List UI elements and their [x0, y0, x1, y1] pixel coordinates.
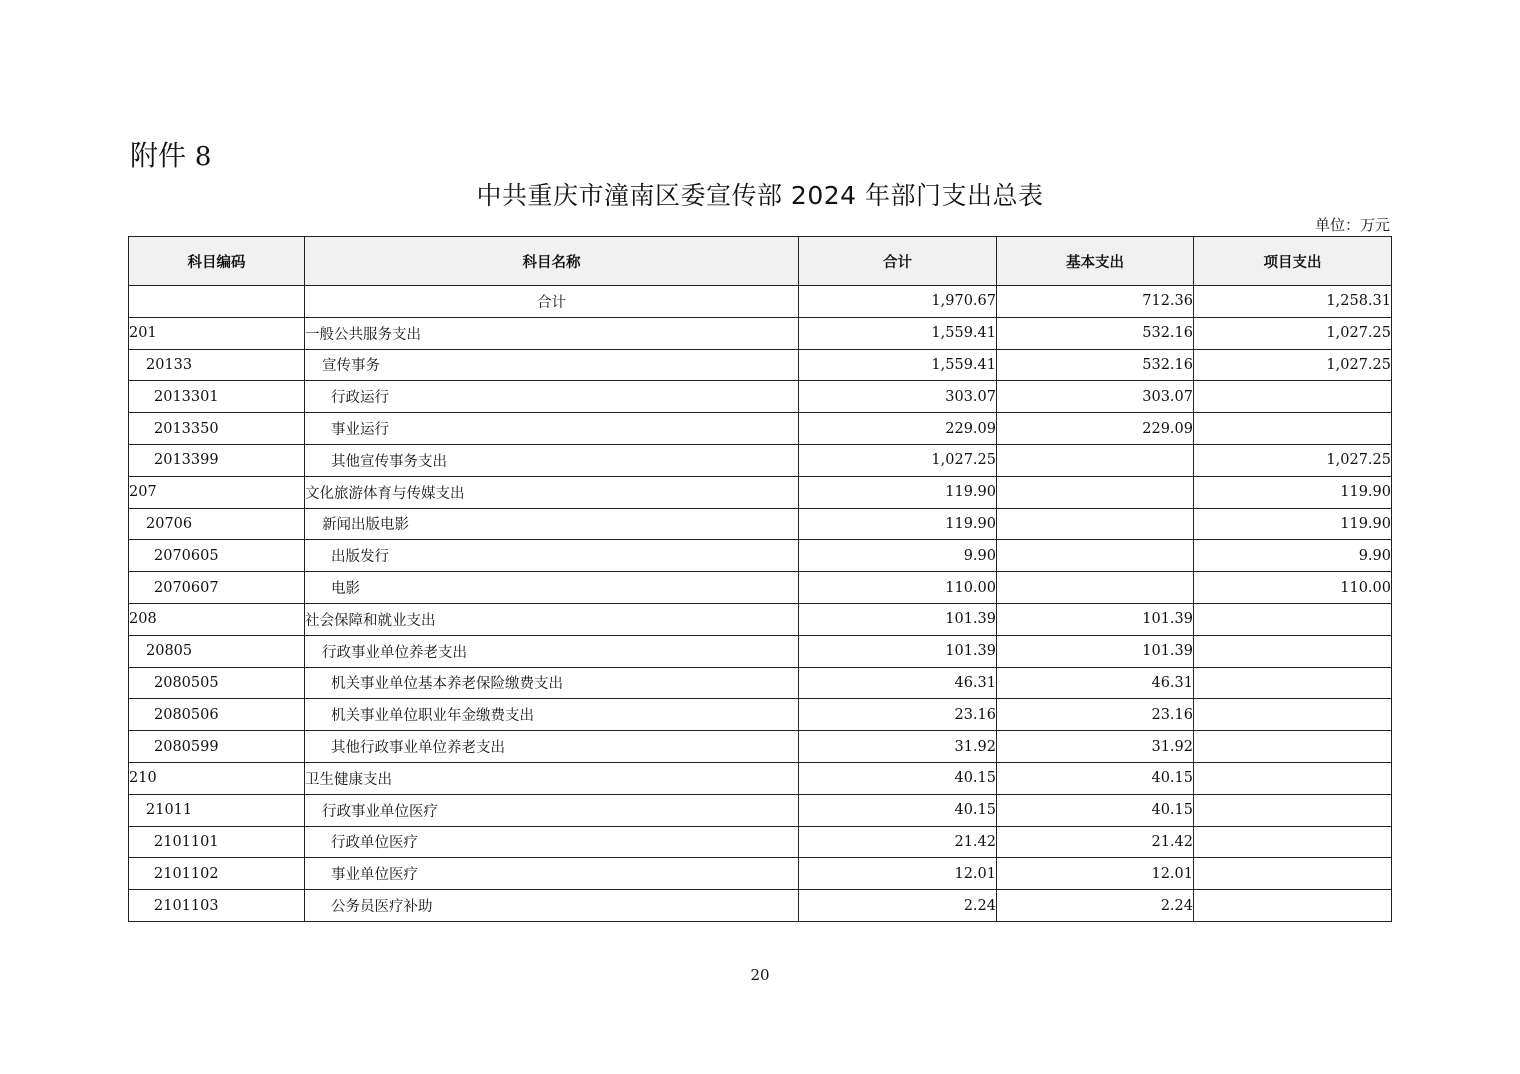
cell-name: 行政单位医疗: [305, 826, 799, 858]
table-row: [129, 699, 1392, 731]
cell-basic: [997, 476, 1194, 508]
cell-basic: 229.09: [997, 413, 1194, 445]
expenditure-table: [128, 236, 1392, 922]
cell-code: 210: [129, 762, 305, 794]
cell-name: 其他行政事业单位养老支出: [305, 731, 799, 763]
attachment-number: 8: [194, 142, 212, 172]
attachment-text: 附件: [130, 139, 187, 172]
table-row: [129, 858, 1392, 890]
table-body: [129, 286, 1392, 922]
cell-project: [1194, 603, 1392, 635]
cell-project: [1194, 826, 1392, 858]
cell-total: 119.90: [799, 476, 997, 508]
table-row: [129, 731, 1392, 763]
cell-project: [1194, 635, 1392, 667]
table-row: [129, 794, 1392, 826]
cell-code: 2080506: [129, 699, 305, 731]
cell-name: 行政事业单位养老支出: [305, 635, 799, 667]
document-title: 中共重庆市潼南区委宣传部 2024 年部门支出总表: [476, 181, 1044, 210]
cell-code: [129, 286, 305, 318]
cell-basic: 40.15: [997, 794, 1194, 826]
cell-project: [1194, 667, 1392, 699]
table-row: [129, 762, 1392, 794]
cell-total: 23.16: [799, 699, 997, 731]
cell-code: 2101102: [129, 858, 305, 890]
cell-code: 2101101: [129, 826, 305, 858]
attachment-label: [130, 138, 211, 175]
cell-total: 101.39: [799, 603, 997, 635]
cell-total: 1,970.67: [799, 286, 997, 318]
table-row: [129, 508, 1392, 540]
header-total: 合计: [799, 237, 997, 286]
cell-project: 1,027.25: [1194, 444, 1392, 476]
cell-project: [1194, 762, 1392, 794]
cell-basic: [997, 572, 1194, 604]
table-row: [129, 635, 1392, 667]
cell-name: 其他宣传事务支出: [305, 444, 799, 476]
table-row: [129, 381, 1392, 413]
table-header-row: [129, 237, 1392, 286]
table-row: [129, 317, 1392, 349]
cell-basic: 532.16: [997, 349, 1194, 381]
cell-name: 公务员医疗补助: [305, 890, 799, 922]
cell-total: 40.15: [799, 762, 997, 794]
header-code: 科目编码: [129, 237, 305, 286]
cell-code: 207: [129, 476, 305, 508]
cell-code: 20133: [129, 349, 305, 381]
table-row: [129, 603, 1392, 635]
cell-total: 1,559.41: [799, 317, 997, 349]
cell-code: 2070605: [129, 540, 305, 572]
cell-total: 12.01: [799, 858, 997, 890]
cell-total: 40.15: [799, 794, 997, 826]
table-row: [129, 413, 1392, 445]
cell-total: 101.39: [799, 635, 997, 667]
cell-code: 208: [129, 603, 305, 635]
cell-basic: 23.16: [997, 699, 1194, 731]
cell-name: 电影: [305, 572, 799, 604]
cell-code: 2013301: [129, 381, 305, 413]
cell-project: 119.90: [1194, 476, 1392, 508]
cell-total: 21.42: [799, 826, 997, 858]
cell-project: 110.00: [1194, 572, 1392, 604]
cell-basic: 712.36: [997, 286, 1194, 318]
cell-name: 事业运行: [305, 413, 799, 445]
cell-basic: 40.15: [997, 762, 1194, 794]
table-row: [129, 667, 1392, 699]
cell-total: 9.90: [799, 540, 997, 572]
cell-code: 20805: [129, 635, 305, 667]
table-row: [129, 444, 1392, 476]
unit-label: 单位：万元: [1314, 216, 1390, 234]
cell-basic: 31.92: [997, 731, 1194, 763]
table-row: [129, 476, 1392, 508]
cell-basic: 2.24: [997, 890, 1194, 922]
cell-basic: [997, 444, 1194, 476]
cell-project: [1194, 381, 1392, 413]
cell-total: 119.90: [799, 508, 997, 540]
cell-basic: 532.16: [997, 317, 1194, 349]
cell-code: 2101103: [129, 890, 305, 922]
cell-code: 2013350: [129, 413, 305, 445]
cell-name: 行政运行: [305, 381, 799, 413]
table-row: [129, 540, 1392, 572]
cell-project: [1194, 699, 1392, 731]
cell-project: [1194, 858, 1392, 890]
cell-project: 1,027.25: [1194, 349, 1392, 381]
cell-project: 1,258.31: [1194, 286, 1392, 318]
cell-code: 21011: [129, 794, 305, 826]
cell-project: 1,027.25: [1194, 317, 1392, 349]
cell-name: 新闻出版电影: [305, 508, 799, 540]
cell-code: 2070607: [129, 572, 305, 604]
cell-name: 一般公共服务支出: [305, 317, 799, 349]
cell-project: [1194, 413, 1392, 445]
table-total-row: [129, 286, 1392, 318]
cell-code: 2080505: [129, 667, 305, 699]
header-name: 科目名称: [305, 237, 799, 286]
cell-code: 201: [129, 317, 305, 349]
cell-basic: [997, 508, 1194, 540]
cell-name: 行政事业单位医疗: [305, 794, 799, 826]
cell-basic: 101.39: [997, 603, 1194, 635]
cell-name: 出版发行: [305, 540, 799, 572]
cell-project: [1194, 890, 1392, 922]
cell-name: 机关事业单位基本养老保险缴费支出: [305, 667, 799, 699]
cell-total: 1,559.41: [799, 349, 997, 381]
cell-total: 46.31: [799, 667, 997, 699]
cell-basic: 46.31: [997, 667, 1194, 699]
cell-name: 社会保障和就业支出: [305, 603, 799, 635]
cell-project: [1194, 731, 1392, 763]
table-row: [129, 890, 1392, 922]
cell-basic: [997, 540, 1194, 572]
table-row: [129, 826, 1392, 858]
cell-code: 2080599: [129, 731, 305, 763]
cell-code: 2013399: [129, 444, 305, 476]
cell-name: 事业单位医疗: [305, 858, 799, 890]
cell-project: 119.90: [1194, 508, 1392, 540]
header-basic: 基本支出: [997, 237, 1194, 286]
cell-total: 303.07: [799, 381, 997, 413]
page-number: 20: [750, 966, 770, 984]
cell-name: 合计: [305, 286, 799, 318]
cell-total: 1,027.25: [799, 444, 997, 476]
cell-name: 文化旅游体育与传媒支出: [305, 476, 799, 508]
cell-basic: 12.01: [997, 858, 1194, 890]
table-row: [129, 572, 1392, 604]
cell-basic: 101.39: [997, 635, 1194, 667]
cell-name: 宣传事务: [305, 349, 799, 381]
cell-name: 卫生健康支出: [305, 762, 799, 794]
cell-project: 9.90: [1194, 540, 1392, 572]
cell-total: 2.24: [799, 890, 997, 922]
cell-basic: 303.07: [997, 381, 1194, 413]
cell-code: 20706: [129, 508, 305, 540]
header-project: 项目支出: [1194, 237, 1392, 286]
cell-total: 229.09: [799, 413, 997, 445]
cell-basic: 21.42: [997, 826, 1194, 858]
cell-project: [1194, 794, 1392, 826]
cell-name: 机关事业单位职业年金缴费支出: [305, 699, 799, 731]
table-row: [129, 349, 1392, 381]
cell-total: 110.00: [799, 572, 997, 604]
cell-total: 31.92: [799, 731, 997, 763]
